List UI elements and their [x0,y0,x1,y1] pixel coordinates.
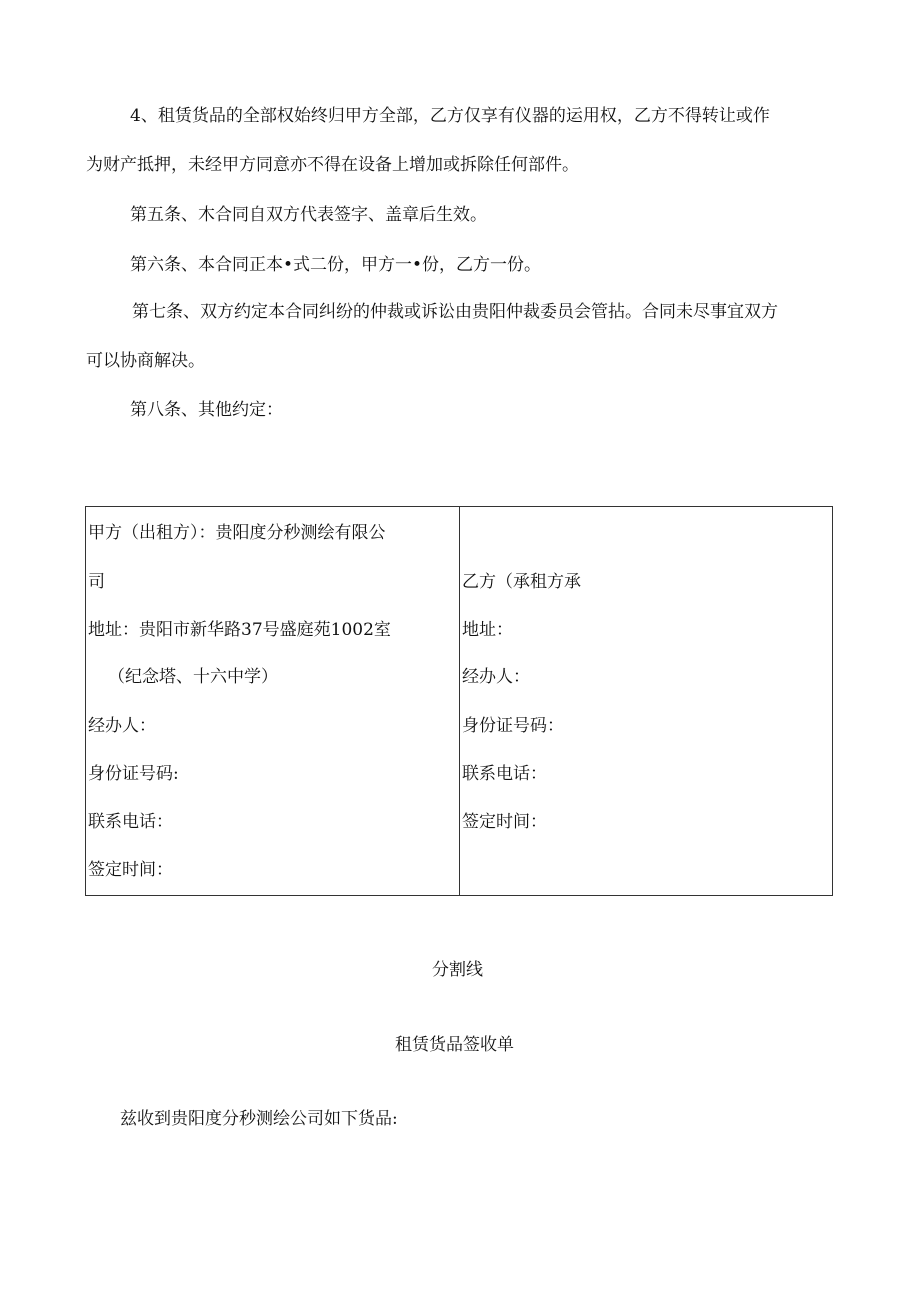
article-7-line-1: 第七条、双方约定本合同纠纷的仲裁或诉讼由贵阳仲裁委员会管拈。合同未尽事宜双方 [132,302,778,322]
clause-4-line-2: 为财产抵押，未经甲方同意亦不得在设备上增加或拆除任何部件。 [86,155,579,175]
article-8: 第八条、其他约定： [130,400,283,420]
receipt-title: 租赁货品签收单 [395,1035,514,1055]
party-b-phone: 联系电话： [462,764,547,784]
receipt-intro: 兹收到贵阳度分秒测绘公司如下货品: [120,1109,398,1129]
party-b-label: 乙方（承租方承 [462,572,581,592]
article-7-line-2: 可以协商解决。 [86,351,205,371]
article-6: 第六条、本合同正本•式二份，甲方一•份，乙方一份。 [130,255,542,275]
article-5: 第五条、木合同自双方代表签字、盖章后生效。 [130,205,487,225]
party-b-address: 地址： [462,620,513,640]
party-a-address-note: （纪念塔、十六中学） [108,667,278,687]
signature-table [85,506,833,896]
party-a-phone: 联系电话： [88,812,173,832]
party-a-sign-date: 签定时间： [88,860,173,880]
clause-4-line-1: 4、租赁货品的全部权始终归甲方全部，乙方仅享有仪器的运用权，乙方不得转让或作 [130,106,770,126]
party-b-id-number: 身份证号码： [462,716,564,736]
party-a-label-line-1: 甲方（出租方）：贵阳度分秒测绘有限公 [88,523,386,543]
separator-label: 分割线 [432,960,483,980]
party-a-label-line-2: 司 [88,572,105,592]
party-a-handler: 经办人： [88,716,156,736]
party-b-sign-date: 签定时间： [462,812,547,832]
party-a-address: 地址：贵阳市新华路37号盛庭苑1002室 [88,620,391,640]
party-b-handler: 经办人： [462,667,530,687]
table-column-divider [459,507,460,895]
party-a-id-number: 身份证号码: [88,764,179,784]
